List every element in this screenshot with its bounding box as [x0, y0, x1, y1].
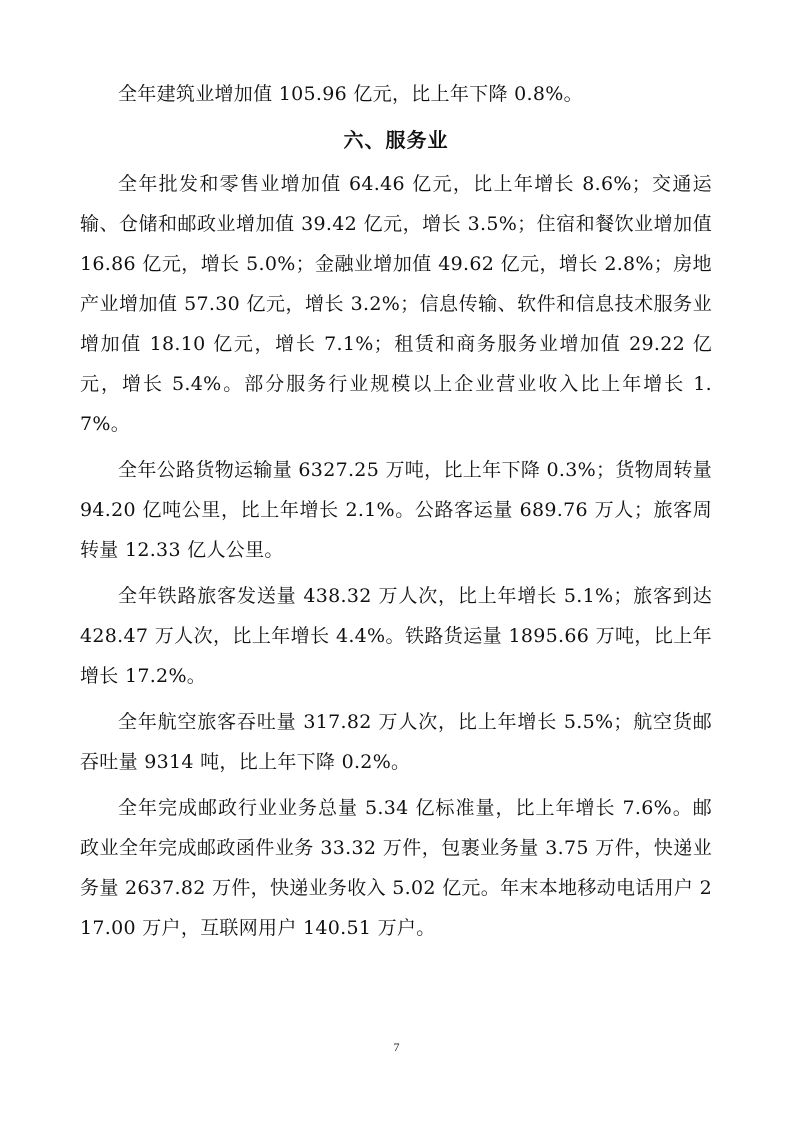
paragraph-postal-telecom: 全年完成邮政行业业务总量 5.34 亿标准量，比上年增长 7.6%。邮政业全年完成邮政函件业务 33.32 万件，包裹业务量 3.75 万件，快递业务量 2637.82 万件，快递业务收入 5.02 亿元。年末本地移动电话用户 217.00 万户，互联网用户 140.51 万户。 — [80, 797, 712, 939]
document-body — [80, 74, 712, 948]
paragraph-services: 全年批发和零售业增加值 64.46 亿元，比上年增长 8.6%；交通运输、仓储和邮政业增加值 39.42 亿元，增长 3.5%；住宿和餐饮业增加值 16.86 亿元，增长 5.0%；金融业增加值 49.62 亿元，增长 2.8%；房地产业增加值 57.30 亿元，增长 3.2%；信息传输、软件和信息技术服务业增加值 18.10 亿元，增长 7.1%；租赁和商务服务业增加值 29.22 亿元，增长 5.4%。部分服务行业规模以上企业营业收入比上年增长 1.7%。 — [80, 173, 712, 435]
page-number: 7 — [393, 1040, 400, 1054]
section-heading-services: 六、服务业 — [343, 128, 449, 152]
paragraph-rail-transport: 全年铁路旅客发送量 438.32 万人次，比上年增长 5.1%；旅客到达 428.47 万人次，比上年增长 4.4%。铁路货运量 1895.66 万吨，比上年增长 17.2%。 — [80, 585, 712, 687]
paragraph-air-transport: 全年航空旅客吞吐量 317.82 万人次，比上年增长 5.5%；航空货邮吞吐量 9314 吨，比上年下降 0.2%。 — [80, 711, 712, 773]
paragraph-road-transport: 全年公路货物运输量 6327.25 万吨，比上年下降 0.3%；货物周转量 94.20 亿吨公里，比上年增长 2.1%。公路客运量 689.76 万人；旅客周转量 12.33 亿人公里。 — [80, 459, 712, 561]
paragraph-construction: 全年建筑业增加值 105.96 亿元，比上年下降 0.8%。 — [118, 83, 583, 105]
